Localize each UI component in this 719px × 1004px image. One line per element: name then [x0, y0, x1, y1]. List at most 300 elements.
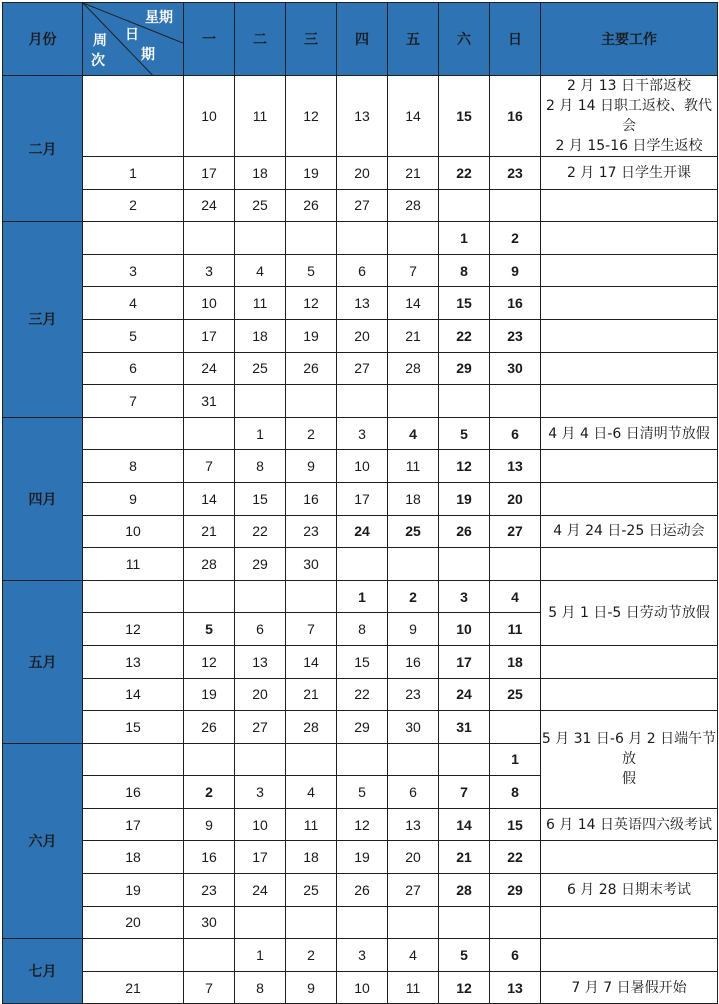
- day-cell: 5: [337, 776, 388, 809]
- day-cell: 18: [286, 841, 337, 874]
- day-cell: [388, 906, 439, 939]
- calendar-row: [3, 971, 718, 1004]
- day-header-tue: 二: [235, 3, 286, 76]
- day-cell: [286, 580, 337, 613]
- day-cell: 11: [235, 76, 286, 157]
- day-cell: 11: [490, 613, 541, 646]
- calendar-row: [3, 515, 718, 548]
- day-cell: 2: [286, 939, 337, 972]
- day-cell: 10: [184, 287, 235, 320]
- month-column-header: 月份: [3, 3, 83, 76]
- week-number: 7: [83, 385, 184, 418]
- day-cell: 9: [286, 450, 337, 483]
- day-cell: 3: [235, 776, 286, 809]
- day-cell: 23: [184, 874, 235, 907]
- calendar-row: [3, 450, 718, 483]
- day-cell: 22: [439, 157, 490, 190]
- day-cell: 9: [490, 254, 541, 287]
- day-cell: 14: [388, 287, 439, 320]
- day-cell: [388, 385, 439, 418]
- day-cell: 23: [490, 319, 541, 352]
- day-header-wed: 三: [286, 3, 337, 76]
- day-cell: 8: [490, 776, 541, 809]
- day-cell: 25: [235, 189, 286, 222]
- day-cell: [490, 548, 541, 581]
- day-cell: [184, 222, 235, 255]
- work-item: 4 月 24 日-25 日运动会: [553, 523, 705, 540]
- calendar-row: [3, 157, 718, 190]
- day-cell: 4: [286, 776, 337, 809]
- day-cell: [490, 906, 541, 939]
- week-number: 14: [83, 678, 184, 711]
- month-label: 六月: [3, 743, 83, 939]
- week-number: 10: [83, 515, 184, 548]
- day-cell: 6: [235, 613, 286, 646]
- day-cell: 1: [439, 222, 490, 255]
- day-cell: 9: [388, 613, 439, 646]
- day-header-thu: 四: [337, 3, 388, 76]
- day-cell: 8: [439, 254, 490, 287]
- day-cell: [337, 222, 388, 255]
- calendar-row: [3, 254, 718, 287]
- main-work-cell: [541, 711, 718, 809]
- day-cell: [337, 548, 388, 581]
- day-cell: 16: [388, 645, 439, 678]
- day-cell: 14: [184, 482, 235, 515]
- day-cell: 28: [184, 548, 235, 581]
- week-number: 18: [83, 841, 184, 874]
- work-item: 6 月 28 日期末考试: [566, 881, 692, 898]
- day-cell: 19: [286, 157, 337, 190]
- day-cell: 22: [490, 841, 541, 874]
- day-cell: [388, 548, 439, 581]
- calendar-row: [3, 678, 718, 711]
- week-number: 11: [83, 548, 184, 581]
- day-cell: 26: [184, 711, 235, 744]
- day-cell: 14: [439, 808, 490, 841]
- day-cell: 17: [337, 482, 388, 515]
- day-cell: 7: [286, 613, 337, 646]
- day-cell: 3: [337, 939, 388, 972]
- main-work-cell: [541, 874, 718, 907]
- day-cell: 15: [235, 482, 286, 515]
- day-cell: 24: [184, 189, 235, 222]
- day-cell: 10: [337, 971, 388, 1004]
- day-cell: 12: [184, 645, 235, 678]
- diag-date-label-2: 期: [141, 47, 155, 63]
- week-number: 16: [83, 776, 184, 809]
- day-cell: 5: [184, 613, 235, 646]
- work-item: 2 月 14 日职工返校、教代会: [545, 98, 713, 134]
- day-cell: 7: [439, 776, 490, 809]
- work-item: 6 月 14 日英语四六级考试: [545, 816, 713, 833]
- week-number: 15: [83, 711, 184, 744]
- day-cell: 17: [184, 319, 235, 352]
- day-cell: 12: [439, 450, 490, 483]
- day-cell: [337, 906, 388, 939]
- day-cell: 6: [490, 417, 541, 450]
- day-cell: [184, 580, 235, 613]
- day-cell: 1: [490, 743, 541, 776]
- day-cell: 29: [490, 874, 541, 907]
- day-header-fri: 五: [388, 3, 439, 76]
- day-cell: 20: [235, 678, 286, 711]
- day-cell: 26: [439, 515, 490, 548]
- day-cell: 21: [388, 319, 439, 352]
- day-cell: 16: [286, 482, 337, 515]
- day-cell: 9: [286, 971, 337, 1004]
- day-cell: [286, 743, 337, 776]
- day-cell: 31: [439, 711, 490, 744]
- diag-week-label-2: 次: [91, 53, 105, 69]
- work-item: 7 月 7 日暑假开始: [571, 979, 687, 996]
- day-cell: [337, 385, 388, 418]
- week-number: 3: [83, 254, 184, 287]
- main-work-cell: [541, 482, 718, 515]
- day-cell: 8: [235, 971, 286, 1004]
- calendar-row: [3, 645, 718, 678]
- day-cell: 30: [490, 352, 541, 385]
- day-cell: 28: [388, 352, 439, 385]
- day-cell: 8: [337, 613, 388, 646]
- main-work-cell: [541, 76, 718, 157]
- day-cell: 19: [286, 319, 337, 352]
- main-work-cell: [541, 971, 718, 1004]
- day-cell: 13: [235, 645, 286, 678]
- day-cell: 12: [286, 287, 337, 320]
- school-calendar-table: [2, 2, 718, 1004]
- day-cell: 11: [235, 287, 286, 320]
- day-cell: 9: [184, 808, 235, 841]
- main-work-cell: [541, 287, 718, 320]
- main-work-cell: [541, 645, 718, 678]
- day-cell: 26: [286, 352, 337, 385]
- day-cell: 4: [235, 254, 286, 287]
- week-number: 21: [83, 971, 184, 1004]
- day-cell: 3: [337, 417, 388, 450]
- day-cell: [439, 548, 490, 581]
- day-cell: 22: [235, 515, 286, 548]
- day-cell: [439, 906, 490, 939]
- day-cell: 16: [490, 287, 541, 320]
- day-cell: 25: [388, 515, 439, 548]
- day-cell: 23: [286, 515, 337, 548]
- calendar-row: [3, 319, 718, 352]
- calendar-row: [3, 287, 718, 320]
- day-cell: [490, 711, 541, 744]
- diag-date-label-1: 日: [125, 27, 139, 43]
- week-number: 4: [83, 287, 184, 320]
- day-cell: 12: [337, 808, 388, 841]
- week-number: 5: [83, 319, 184, 352]
- week-number: [83, 417, 184, 450]
- day-cell: 20: [490, 482, 541, 515]
- day-cell: 30: [184, 906, 235, 939]
- day-cell: 1: [235, 417, 286, 450]
- week-number: 12: [83, 613, 184, 646]
- day-cell: 4: [388, 939, 439, 972]
- day-cell: [286, 385, 337, 418]
- calendar-body: [3, 76, 718, 1004]
- main-work-cell: [541, 906, 718, 939]
- main-work-cell: [541, 222, 718, 255]
- day-cell: 5: [439, 417, 490, 450]
- day-cell: 10: [439, 613, 490, 646]
- day-cell: 20: [337, 319, 388, 352]
- day-cell: 14: [388, 76, 439, 157]
- day-cell: 23: [388, 678, 439, 711]
- day-cell: 21: [286, 678, 337, 711]
- day-cell: 30: [286, 548, 337, 581]
- calendar-row: [3, 385, 718, 418]
- day-cell: 24: [337, 515, 388, 548]
- calendar-row: [3, 417, 718, 450]
- day-cell: 15: [490, 808, 541, 841]
- main-work-cell: [541, 450, 718, 483]
- week-number: [83, 580, 184, 613]
- day-cell: 8: [235, 450, 286, 483]
- month-label: 五月: [3, 580, 83, 743]
- day-cell: 27: [388, 874, 439, 907]
- day-cell: [337, 743, 388, 776]
- diag-weekday-label: 星期: [145, 10, 173, 26]
- day-cell: 24: [235, 874, 286, 907]
- day-cell: [286, 222, 337, 255]
- day-cell: 2: [490, 222, 541, 255]
- main-work-cell: [541, 417, 718, 450]
- day-cell: 26: [337, 874, 388, 907]
- day-cell: 5: [439, 939, 490, 972]
- day-cell: 20: [388, 841, 439, 874]
- day-cell: 29: [439, 352, 490, 385]
- day-cell: 11: [286, 808, 337, 841]
- day-cell: 30: [388, 711, 439, 744]
- calendar-row: [3, 189, 718, 222]
- day-cell: 2: [388, 580, 439, 613]
- day-cell: 29: [337, 711, 388, 744]
- day-cell: 15: [337, 645, 388, 678]
- day-cell: 19: [439, 482, 490, 515]
- day-cell: 25: [235, 352, 286, 385]
- day-cell: 27: [337, 352, 388, 385]
- work-item: 2 月 15-16 日学生返校: [555, 138, 703, 154]
- day-cell: 12: [439, 971, 490, 1004]
- week-number: 19: [83, 874, 184, 907]
- week-number: 8: [83, 450, 184, 483]
- main-work-cell: [541, 319, 718, 352]
- day-cell: 7: [388, 254, 439, 287]
- day-cell: 10: [184, 76, 235, 157]
- calendar-row: [3, 808, 718, 841]
- main-work-cell: [541, 352, 718, 385]
- day-cell: 4: [388, 417, 439, 450]
- day-cell: 1: [235, 939, 286, 972]
- day-cell: 5: [286, 254, 337, 287]
- day-cell: 29: [235, 548, 286, 581]
- month-label: 三月: [3, 222, 83, 418]
- week-number: [83, 939, 184, 972]
- day-cell: 13: [337, 76, 388, 157]
- day-cell: 11: [388, 450, 439, 483]
- week-number: 17: [83, 808, 184, 841]
- day-cell: 10: [337, 450, 388, 483]
- day-cell: 23: [490, 157, 541, 190]
- main-work-cell: [541, 678, 718, 711]
- day-cell: 19: [337, 841, 388, 874]
- work-item: 2 月 13 日干部返校: [566, 78, 692, 94]
- calendar-row: [3, 352, 718, 385]
- day-header-mon: 一: [184, 3, 235, 76]
- week-number: [83, 76, 184, 157]
- main-work-cell: [541, 841, 718, 874]
- day-cell: 18: [235, 319, 286, 352]
- day-cell: [439, 385, 490, 418]
- month-label: 四月: [3, 417, 83, 580]
- day-cell: 13: [337, 287, 388, 320]
- calendar-row: [3, 222, 718, 255]
- day-cell: [388, 743, 439, 776]
- main-work-cell: [541, 548, 718, 581]
- day-cell: [184, 743, 235, 776]
- day-cell: [388, 222, 439, 255]
- calendar-row: [3, 841, 718, 874]
- day-cell: [235, 580, 286, 613]
- day-cell: 6: [337, 254, 388, 287]
- day-cell: [235, 222, 286, 255]
- day-cell: [490, 385, 541, 418]
- day-cell: 28: [286, 711, 337, 744]
- day-cell: [235, 385, 286, 418]
- day-cell: 14: [286, 645, 337, 678]
- day-cell: 25: [286, 874, 337, 907]
- day-cell: 25: [490, 678, 541, 711]
- day-cell: 16: [184, 841, 235, 874]
- day-cell: 12: [286, 76, 337, 157]
- day-cell: [439, 743, 490, 776]
- day-cell: [286, 906, 337, 939]
- diag-week-label-1: 周: [93, 33, 107, 49]
- day-cell: 2: [184, 776, 235, 809]
- main-work-cell: [541, 254, 718, 287]
- day-cell: 20: [337, 157, 388, 190]
- week-number: 1: [83, 157, 184, 190]
- calendar-row: [3, 906, 718, 939]
- day-cell: [184, 417, 235, 450]
- day-cell: 17: [184, 157, 235, 190]
- day-cell: 15: [439, 287, 490, 320]
- day-cell: 13: [490, 450, 541, 483]
- day-cell: 6: [490, 939, 541, 972]
- calendar-row: [3, 711, 718, 744]
- day-cell: 19: [184, 678, 235, 711]
- day-cell: 6: [388, 776, 439, 809]
- day-cell: [439, 189, 490, 222]
- day-cell: 2: [286, 417, 337, 450]
- day-cell: [235, 743, 286, 776]
- day-header-sun: 日: [490, 3, 541, 76]
- work-column-header: 主要工作: [541, 3, 718, 76]
- calendar-row: [3, 482, 718, 515]
- day-cell: 17: [235, 841, 286, 874]
- day-cell: 27: [490, 515, 541, 548]
- day-cell: 16: [490, 76, 541, 157]
- week-number: 9: [83, 482, 184, 515]
- month-label: 七月: [3, 939, 83, 1004]
- day-cell: 3: [184, 254, 235, 287]
- day-cell: 21: [439, 841, 490, 874]
- day-cell: 28: [388, 189, 439, 222]
- main-work-cell: [541, 189, 718, 222]
- day-cell: 21: [184, 515, 235, 548]
- week-number: [83, 222, 184, 255]
- day-cell: 26: [286, 189, 337, 222]
- main-work-cell: [541, 157, 718, 190]
- day-cell: 22: [337, 678, 388, 711]
- week-number: [83, 743, 184, 776]
- day-cell: 28: [439, 874, 490, 907]
- day-cell: [235, 906, 286, 939]
- day-cell: 21: [388, 157, 439, 190]
- day-cell: 15: [439, 76, 490, 157]
- day-cell: 1: [337, 580, 388, 613]
- diagonal-header-cell: [83, 3, 184, 76]
- day-cell: 31: [184, 385, 235, 418]
- work-item: 5 月 1 日-5 日劳动节放假: [548, 604, 710, 621]
- calendar-row: [3, 939, 718, 972]
- day-cell: 13: [490, 971, 541, 1004]
- work-item: 假: [622, 771, 636, 788]
- day-cell: 10: [235, 808, 286, 841]
- day-cell: [184, 939, 235, 972]
- main-work-cell: [541, 808, 718, 841]
- day-header-sat: 六: [439, 3, 490, 76]
- day-cell: 27: [235, 711, 286, 744]
- work-item: 2 月 17 日学生开课: [566, 164, 692, 181]
- day-cell: 17: [439, 645, 490, 678]
- calendar-row: [3, 580, 718, 613]
- week-number: 13: [83, 645, 184, 678]
- week-number: 20: [83, 906, 184, 939]
- week-number: 2: [83, 189, 184, 222]
- day-cell: 22: [439, 319, 490, 352]
- calendar-row: [3, 76, 718, 157]
- day-cell: 24: [184, 352, 235, 385]
- day-cell: 4: [490, 580, 541, 613]
- day-cell: [490, 189, 541, 222]
- main-work-cell: [541, 939, 718, 972]
- main-work-cell: [541, 580, 718, 645]
- main-work-cell: [541, 515, 718, 548]
- day-cell: 7: [184, 971, 235, 1004]
- header-row: [3, 3, 718, 76]
- day-cell: 7: [184, 450, 235, 483]
- day-cell: 18: [388, 482, 439, 515]
- work-item: 5 月 31 日-6 月 2 日端午节放: [541, 731, 717, 768]
- day-cell: 27: [337, 189, 388, 222]
- day-cell: 11: [388, 971, 439, 1004]
- day-cell: 13: [388, 808, 439, 841]
- month-label: 二月: [3, 76, 83, 222]
- work-item: 4 月 4 日-6 日清明节放假: [548, 425, 710, 442]
- calendar-row: [3, 874, 718, 907]
- day-cell: 24: [439, 678, 490, 711]
- main-work-cell: [541, 385, 718, 418]
- week-number: 6: [83, 352, 184, 385]
- day-cell: 18: [490, 645, 541, 678]
- day-cell: 3: [439, 580, 490, 613]
- day-cell: 18: [235, 157, 286, 190]
- calendar-row: [3, 548, 718, 581]
